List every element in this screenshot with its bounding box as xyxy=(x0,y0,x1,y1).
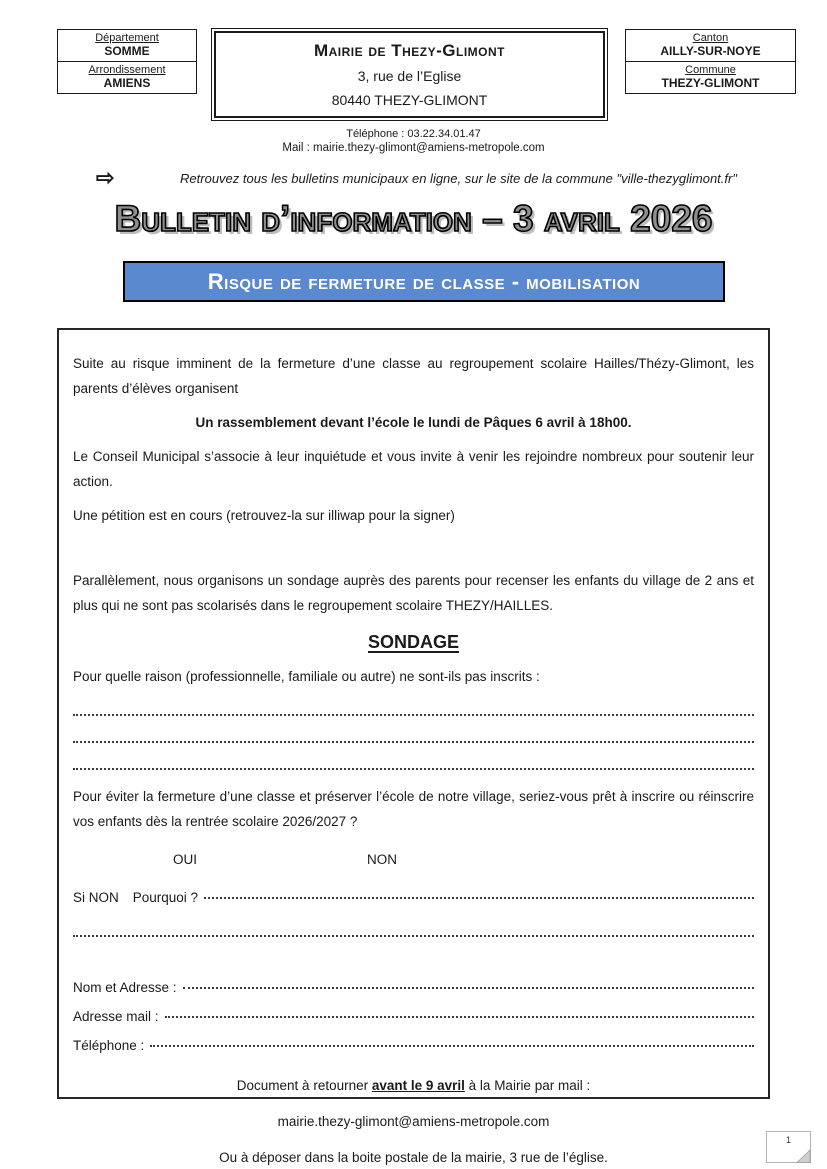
name-address-label: Nom et Adresse : xyxy=(73,980,177,995)
department-label: Département xyxy=(95,32,159,44)
right-arrow-icon: ⇨ xyxy=(96,165,115,190)
canton-cell xyxy=(625,29,796,62)
survey-question-1: Pour quelle raison (professionnelle, familiale ou autre) ne sont-ils pas inscrits : xyxy=(73,669,540,684)
content-box xyxy=(57,328,770,1165)
why-label: Pourquoi ? xyxy=(132,890,199,905)
name-address-field xyxy=(73,975,754,1004)
return-instruction xyxy=(73,1073,754,1098)
townhall-address: 3, rue de l’Eglise xyxy=(357,68,462,85)
survey-question-2: Pour éviter la fermeture d’une classe et préserver l’école de notre village, seriez-vous prêt à inscrire ou réinscrire vos enfants dès la rentrée scolaire 2026/2027 ? xyxy=(73,789,754,829)
why-answer-line[interactable] xyxy=(204,886,754,900)
online-notice xyxy=(0,165,827,193)
return-instruction-prefix: Document à retourner xyxy=(236,1078,372,1093)
townhall-name: Mairie de Thezy-Glimont xyxy=(313,40,506,60)
banner xyxy=(123,261,725,302)
answer-line-3[interactable] xyxy=(73,743,754,770)
return-instruction-suffix: à la Mairie par mail : xyxy=(464,1078,591,1093)
survey-title: SONDAGE xyxy=(367,632,459,652)
answer-line-2[interactable] xyxy=(73,716,754,743)
name-address-input-line[interactable] xyxy=(183,976,754,990)
why-answer-line-2[interactable] xyxy=(73,910,754,937)
email-field xyxy=(73,1004,754,1033)
townhall-box xyxy=(211,28,608,121)
survey-intro-paragraph: Parallèlement, nous organisons un sondage auprès des parents pour recenser les enfants du village de 2 ans et plus qui ne sont pas scolarisés dans le regroupement scolaire THEZY/HAILLES. xyxy=(73,573,754,613)
phone-line: Téléphone : 03.22.34.01.47 xyxy=(346,128,481,140)
commune-value: THEZY-GLIMONT xyxy=(661,76,760,90)
department-box xyxy=(57,29,197,94)
arrondissement-cell xyxy=(57,61,197,94)
email-label: Adresse mail : xyxy=(73,1009,159,1024)
council-paragraph: Le Conseil Municipal s’associe à leur inquiétude et vous invite à venir les rejoindre nombreux pour soutenir leur action. xyxy=(73,449,754,489)
page-number-widget xyxy=(766,1131,811,1163)
arrondissement-value: AMIENS xyxy=(103,76,151,90)
mail-line: Mail : mairie.thezy-glimont@amiens-metropole.com xyxy=(282,142,545,154)
canton-box xyxy=(625,29,796,94)
option-oui[interactable]: OUI xyxy=(173,852,198,867)
email-input-line[interactable] xyxy=(165,1005,754,1019)
townhall-box-inner xyxy=(214,31,605,118)
rally-announcement: Un rassemblement devant l’école le lundi de Pâques 6 avril à 18h00. xyxy=(195,415,632,430)
arrondissement-label: Arrondissement xyxy=(88,64,166,76)
phone-input-line[interactable] xyxy=(150,1034,754,1048)
option-non[interactable]: NON xyxy=(367,852,398,867)
return-deadline: avant le 9 avril xyxy=(371,1078,465,1093)
return-alternative: Ou à déposer dans la boite postale de la mairie, 3 rue de l’église. xyxy=(219,1150,608,1165)
yes-no-options xyxy=(73,847,754,872)
townhall-city: 80440 THEZY-GLIMONT xyxy=(331,92,488,109)
answer-line-1[interactable] xyxy=(73,689,754,716)
phone-label: Téléphone : xyxy=(73,1038,145,1053)
if-no-why-row xyxy=(73,885,754,910)
banner-title: Risque de fermeture de classe - mobilisation xyxy=(207,268,641,294)
commune-label: Commune xyxy=(685,64,736,76)
phone-field xyxy=(73,1033,754,1062)
department-cell xyxy=(57,29,197,62)
intro-paragraph: Suite au risque imminent de la fermeture d’une classe au regroupement scolaire Hailles/Thézy-Glimont, les parents d’élèves organisent xyxy=(73,356,754,396)
return-email: mairie.thezy-glimont@amiens-metropole.com xyxy=(277,1114,550,1129)
commune-cell xyxy=(625,61,796,94)
page-title: Bulletin d’information – 3 avril 2026 xyxy=(114,198,713,239)
if-no-label: Si NON xyxy=(73,890,119,905)
page-number: 1 xyxy=(785,1135,791,1145)
online-notice-text: Retrouvez tous les bulletins municipaux en ligne, sur le site de la commune "ville-thezyglimont.fr" xyxy=(180,171,737,186)
canton-label: Canton xyxy=(692,32,729,44)
canton-value: AILLY-SUR-NOYE xyxy=(660,44,761,58)
department-value: SOMME xyxy=(104,44,150,58)
petition-paragraph: Une pétition est en cours (retrouvez-la sur illiwap pour la signer) xyxy=(73,508,455,523)
